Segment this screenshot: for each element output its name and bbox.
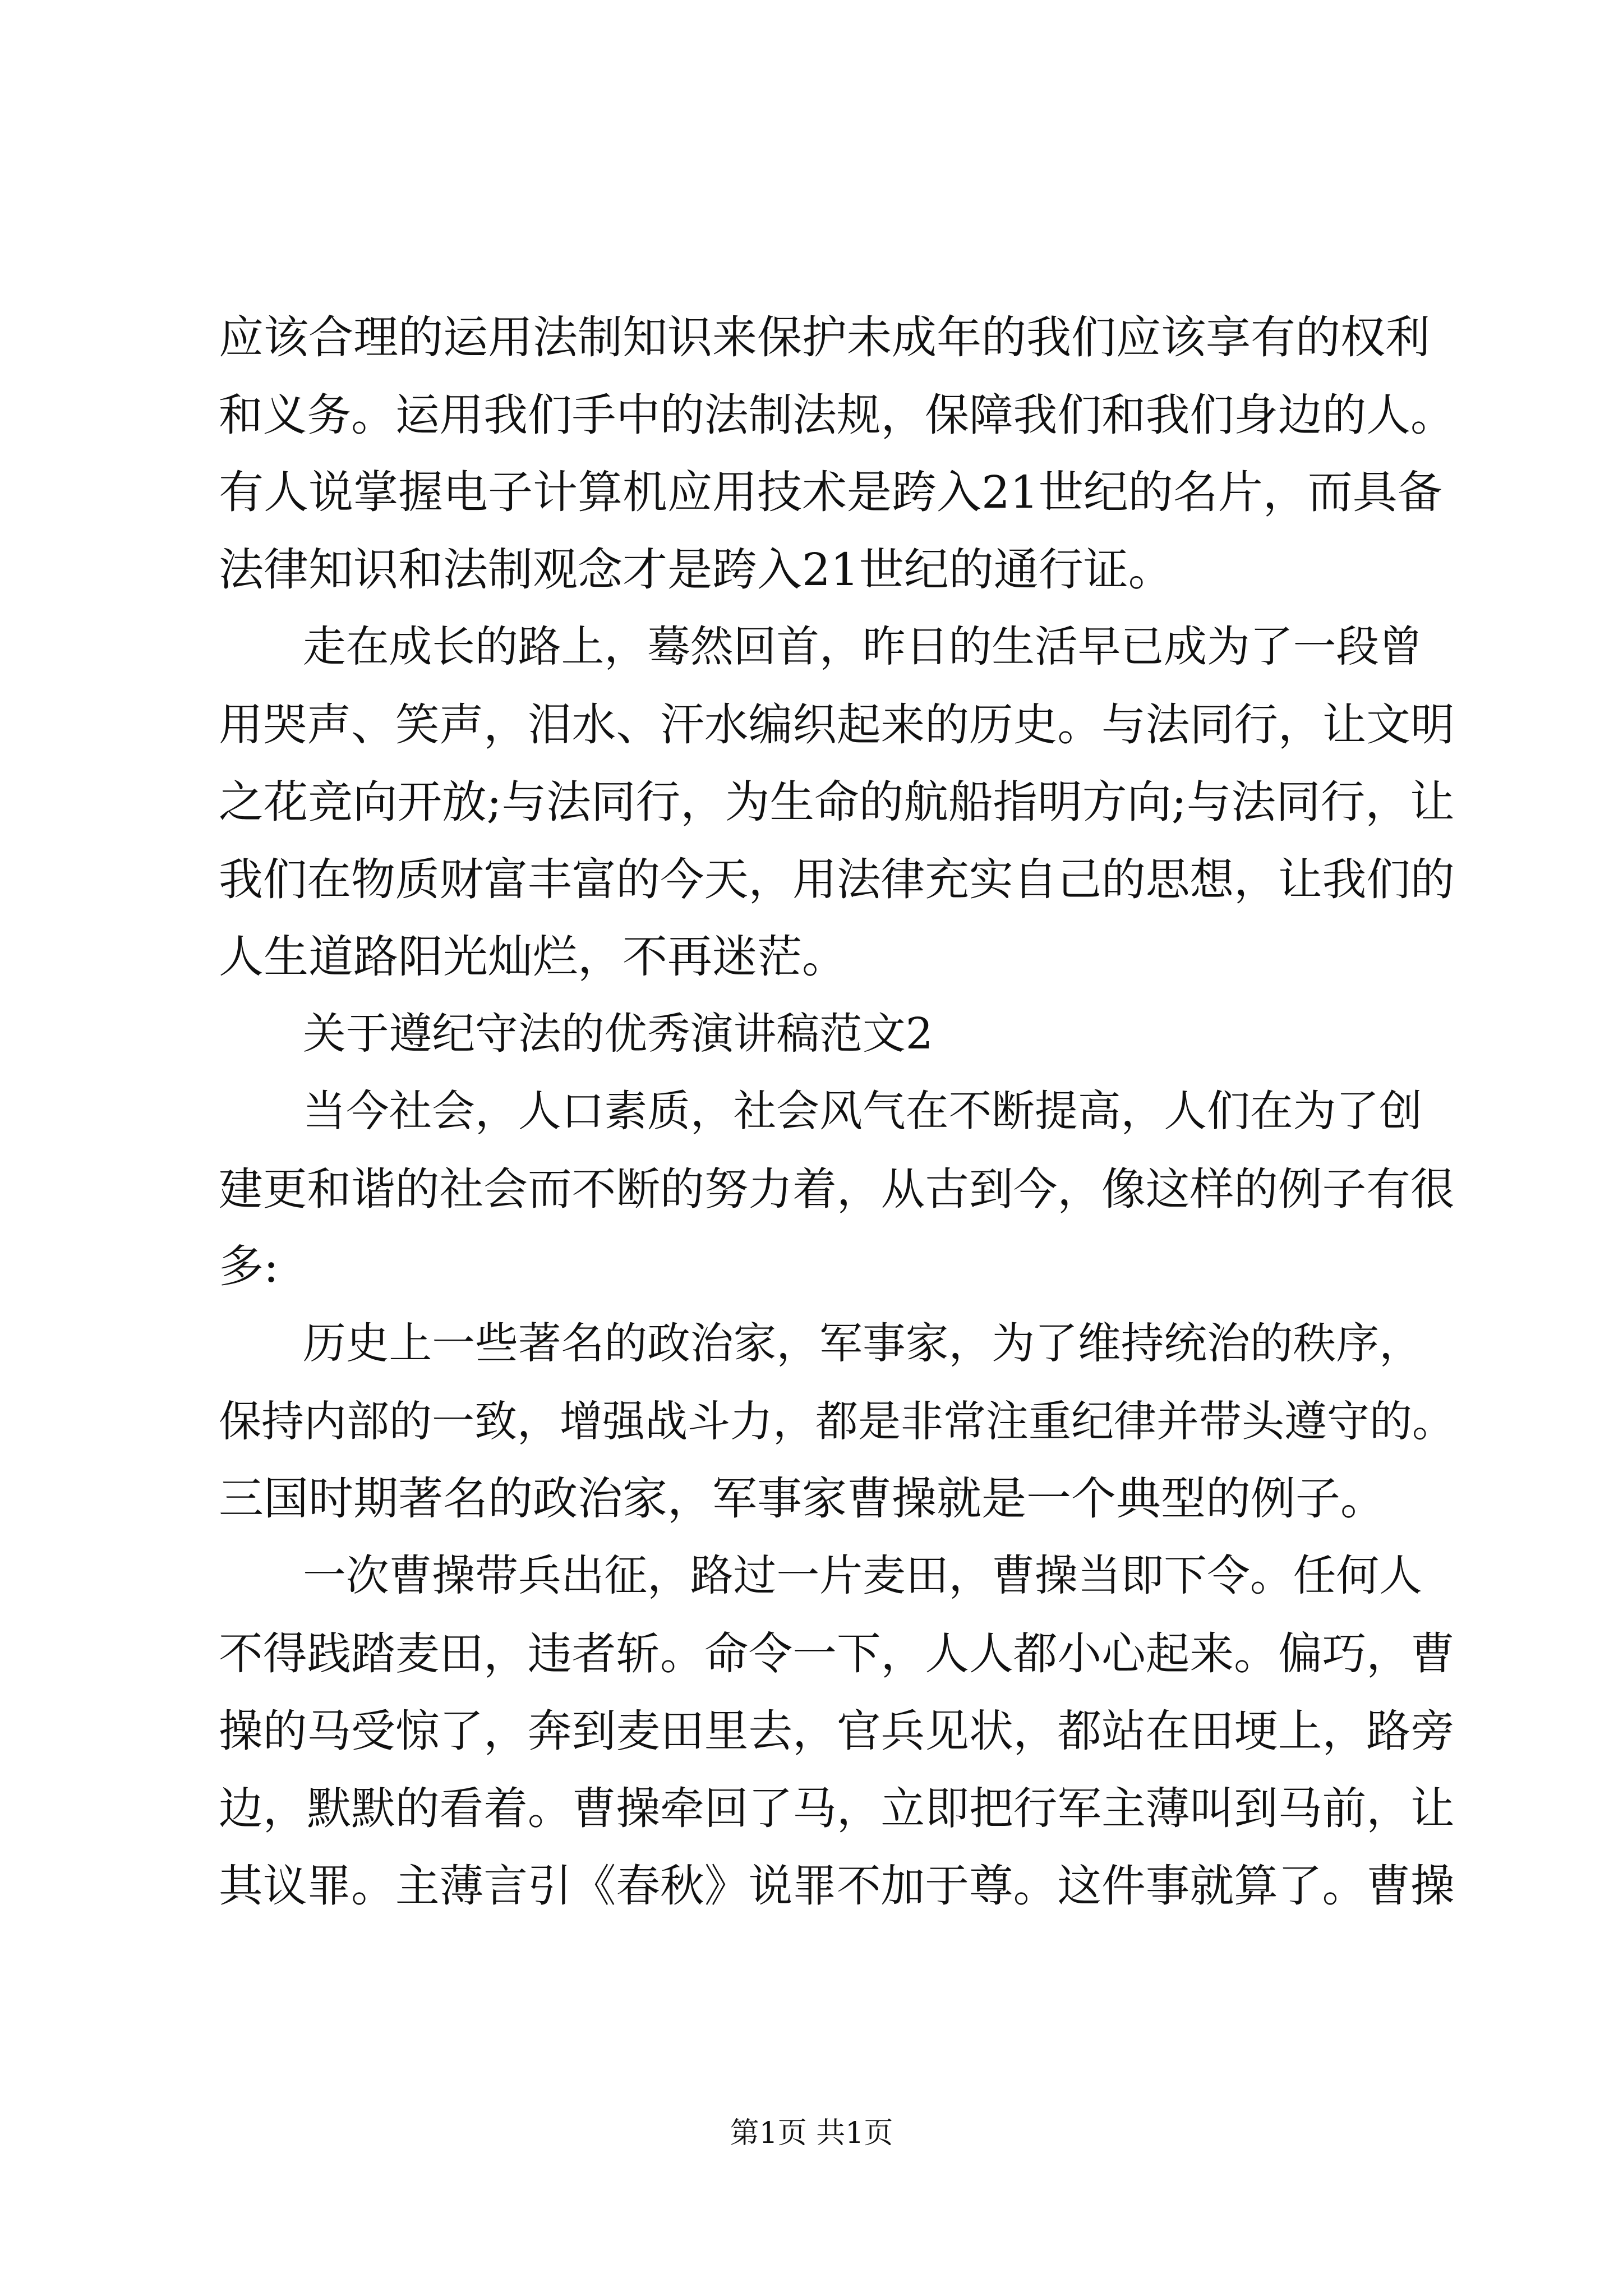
text-line-7: 之花竞向开放;与法同行，为生命的航船指明方向;与法同行，让 bbox=[219, 776, 1455, 828]
text-line-5: 走在成长的路上，蓦然回首，昨日的生活早已成为了一段曾 bbox=[303, 622, 1422, 672]
page-footer: 第1页 共1页 bbox=[730, 2116, 893, 2150]
text-line-15: 保持内部的一致，增强战斗力，都是非常注重纪律并带头遵守的。 bbox=[219, 1396, 1455, 1446]
text-line-11: 当今社会，人口素质，社会风气在不断提高，人们在为了创 bbox=[303, 1087, 1422, 1137]
text-line-1: 应该合理的运用法制知识来保护未成年的我们应该享有的权利 bbox=[219, 311, 1430, 364]
text-line-8: 我们在物质财富丰富的今天，用法律充实自己的思想，让我们的 bbox=[219, 854, 1455, 905]
text-line-21: 其议罪。主薄言引《春秋》说罪不加于尊。这件事就算了。曹操 bbox=[219, 1860, 1455, 1912]
text-line-9: 人生道路阳光灿烂，不再迷茫。 bbox=[219, 931, 847, 983]
text-line-20: 边，默默的看着。曹操牵回了马，立即把行军主薄叫到马前，让 bbox=[219, 1783, 1455, 1834]
section-heading: 关于遵纪守法的优秀演讲稿范文2 bbox=[303, 1009, 933, 1059]
text-line-16: 三国时期著名的政治家，军事家曹操就是一个典型的例子。 bbox=[219, 1473, 1385, 1525]
text-line-14: 历史上一些著名的政治家，军事家，为了维持统治的秩序， bbox=[303, 1319, 1422, 1369]
text-line-18: 不得践踏麦田，违者斩。命令一下，人人都小心起来。偏巧，曹 bbox=[219, 1628, 1455, 1680]
text-line-17: 一次曹操带兵出征，路过一片麦田，曹操当即下令。任何人 bbox=[303, 1551, 1422, 1601]
text-line-4: 法律知识和法制观念才是跨入21世纪的通行证。 bbox=[219, 544, 1173, 596]
text-line-3: 有人说掌握电子计算机应用技术是跨入21世纪的名片，而具备 bbox=[219, 466, 1442, 518]
text-line-19: 操的马受惊了，奔到麦田里去，官兵见状，都站在田埂上，路旁 bbox=[219, 1705, 1455, 1757]
text-line-6: 用哭声、笑声，泪水、汗水编织起来的历史。与法同行，让文明 bbox=[219, 699, 1455, 751]
text-line-12: 建更和谐的社会而不断的努力着，从古到今，像这样的例子有很 bbox=[219, 1163, 1455, 1215]
text-line-13: 多: bbox=[219, 1240, 279, 1292]
text-line-2: 和义务。运用我们手中的法制法规，保障我们和我们身边的人。 bbox=[219, 389, 1455, 441]
